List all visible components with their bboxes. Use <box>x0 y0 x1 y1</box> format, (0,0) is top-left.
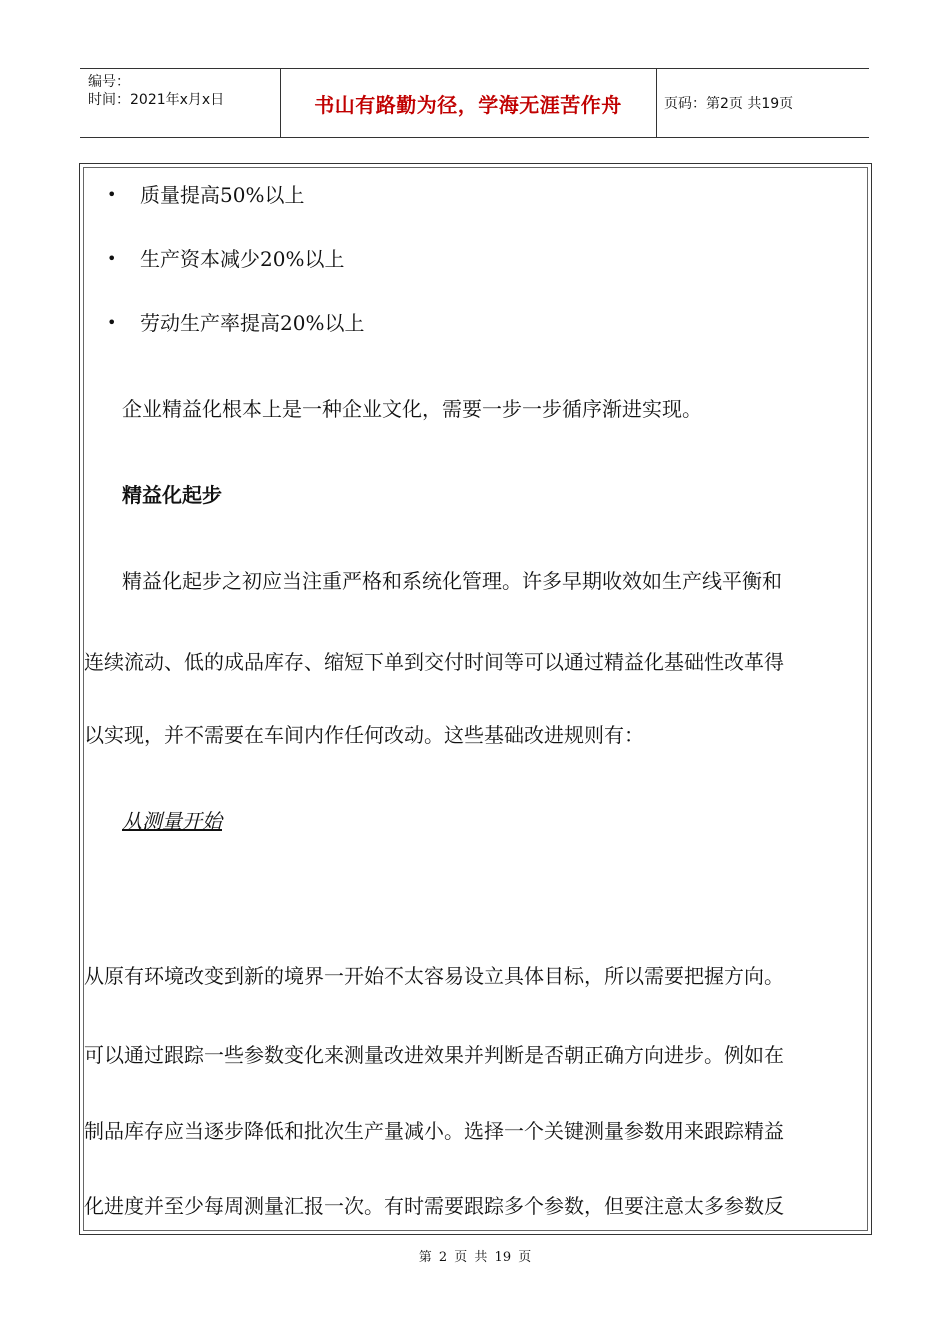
bullet-text: 生产资本减少20%以上 <box>140 247 345 271</box>
page-header <box>80 68 869 138</box>
header-meta <box>88 73 278 109</box>
paragraph-line: 化进度并至少每周测量汇报一次。有时需要跟踪多个参数，但要注意太多参数反 <box>84 1194 784 1218</box>
paragraph-line: 制品库存应当逐步降低和批次生产量减小。选择一个关键测量参数用来跟踪精益 <box>84 1119 784 1143</box>
document-date-label: 时间：2021年x月x日 <box>88 92 225 108</box>
paragraph-line: 精益化起步之初应当注重严格和系统化管理。许多早期收效如生产线平衡和 <box>122 569 782 593</box>
header-page-info: 页码：第2页 共19页 <box>664 96 794 112</box>
header-motto: 书山有路勤为径，学海无涯苦作舟 <box>314 92 622 117</box>
bullet-dot-icon: • <box>107 185 117 204</box>
bullet-text: 质量提高50%以上 <box>140 183 305 207</box>
header-divider-right <box>656 69 657 137</box>
header-divider-left <box>280 69 281 137</box>
intro-paragraph: 企业精益化根本上是一种企业文化，需要一步一步循序渐进实现。 <box>122 397 702 421</box>
paragraph-line: 连续流动、低的成品库存、缩短下单到交付时间等可以通过精益化基础性改革得 <box>84 650 784 674</box>
bullet-dot-icon: • <box>107 249 117 268</box>
paragraph-line: 从原有环境改变到新的境界一开始不太容易设立具体目标，所以需要把握方向。 <box>84 964 784 988</box>
paragraph-line: 可以通过跟踪一些参数变化来测量改进效果并判断是否朝正确方向进步。例如在 <box>84 1043 784 1067</box>
document-number-label: 编号： <box>88 74 130 90</box>
bullet-text: 劳动生产率提高20%以上 <box>140 311 365 335</box>
subsection-heading: 从测量开始 <box>122 809 222 833</box>
bullet-dot-icon: • <box>107 313 117 332</box>
section-heading: 精益化起步 <box>122 483 222 507</box>
paragraph-line: 以实现，并不需要在车间内作任何改动。这些基础改进规则有： <box>84 723 644 747</box>
page-footer: 第 2 页 共 19 页 <box>418 1250 532 1265</box>
